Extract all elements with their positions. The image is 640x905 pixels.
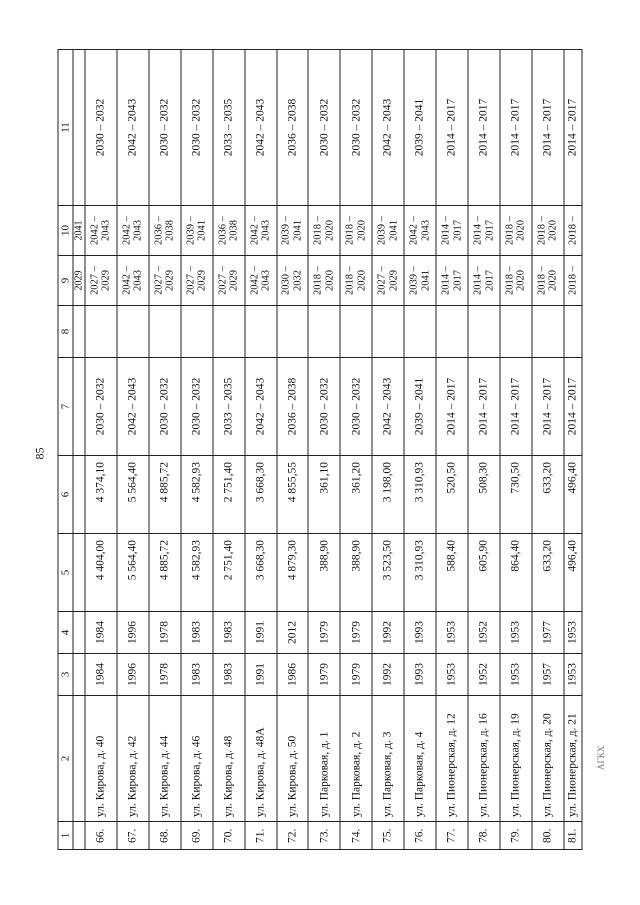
cell-c4: 1984 [85, 612, 117, 654]
cell-c8 [532, 306, 564, 358]
column-header: 3 [58, 654, 73, 696]
cell-c7: 2030 – 2032 [181, 358, 213, 456]
cell-c10: 2036 – 2038 [149, 206, 181, 256]
cell-c9: 2042 – 2043 [117, 256, 149, 306]
cell-c8 [181, 306, 213, 358]
cell-c11: 2014 – 2017 [436, 50, 468, 206]
cell-address: ул. Кирова, д. 46 [181, 696, 213, 822]
cell-c5: 388,90 [308, 534, 340, 612]
cell-c3: 1983 [213, 654, 245, 696]
cell-c7: 2014 – 2017 [500, 358, 532, 456]
cell-c8 [564, 306, 582, 358]
cell-c10: 2039 – 2041 [372, 206, 404, 256]
cell-n: 79. [500, 822, 532, 850]
cell-address: ул. Пионерская, д. 19 [500, 696, 532, 822]
cell-c11: 2042 – 2043 [245, 50, 277, 206]
cell-address: ул. Парковая, д. 1 [308, 696, 340, 822]
cell-c6: 5 564,40 [117, 456, 149, 534]
continuation-cell: 2041 [73, 206, 85, 256]
cell-c10: 2018 – 2020 [532, 206, 564, 256]
cell-c7: 2030 – 2032 [340, 358, 372, 456]
cell-c7: 2036 – 2038 [277, 358, 309, 456]
cell-c11: 2042 – 2043 [117, 50, 149, 206]
cell-c4: 1993 [404, 612, 436, 654]
table-row [85, 50, 117, 850]
table-row [372, 50, 404, 850]
cell-c9: 2027 – 2029 [372, 256, 404, 306]
cell-n: 74. [340, 822, 372, 850]
cell-n: 76. [404, 822, 436, 850]
cell-c4: 1983 [213, 612, 245, 654]
cell-c4: 1953 [500, 612, 532, 654]
cell-c8 [277, 306, 309, 358]
cell-c6: 633,20 [532, 456, 564, 534]
cell-c5: 3 310,93 [404, 534, 436, 612]
cell-c10: 2014 – 2017 [468, 206, 500, 256]
cell-c5: 3 668,30 [245, 534, 277, 612]
cell-c8 [213, 306, 245, 358]
cell-address: ул. Пионерская, д. 16 [468, 696, 500, 822]
cell-c11: 2030 – 2032 [181, 50, 213, 206]
cell-c10: 2018 – 2020 [340, 206, 372, 256]
cell-c5: 4 885,72 [149, 534, 181, 612]
cell-c7: 2042 – 2043 [117, 358, 149, 456]
cell-c8 [85, 306, 117, 358]
cell-c9: 2018 – 2020 [532, 256, 564, 306]
cell-address: ул. Кирова, д. 40 [85, 696, 117, 822]
cell-c4: 1996 [117, 612, 149, 654]
cell-c7: 2042 – 2043 [372, 358, 404, 456]
cell-c4: 1953 [436, 612, 468, 654]
cell-c4: 1953 [564, 612, 582, 654]
column-header: 8 [58, 306, 73, 358]
cell-c9: 2042 – 2043 [245, 256, 277, 306]
cell-c3: 1978 [149, 654, 181, 696]
cell-c9: 2014 – 2017 [436, 256, 468, 306]
cell-n: 67. [117, 822, 149, 850]
cell-c4: 1991 [245, 612, 277, 654]
cell-c6: 3 668,30 [245, 456, 277, 534]
table-row [468, 50, 500, 850]
cell-address: ул. Парковая, д. 2 [340, 696, 372, 822]
buildings-table [58, 49, 583, 850]
cell-address: ул. Парковая, д. 4 [404, 696, 436, 822]
cell-c10: 2042 – 2043 [404, 206, 436, 256]
cell-c6: 4 855,55 [277, 456, 309, 534]
cell-c3: 1957 [532, 654, 564, 696]
cell-c6: 3 310,93 [404, 456, 436, 534]
column-header: 4 [58, 612, 73, 654]
page-number: 85 [32, 447, 47, 460]
cell-c8 [149, 306, 181, 358]
cell-c7: 2030 – 2032 [149, 358, 181, 456]
cell-n: 70. [213, 822, 245, 850]
cell-c8 [436, 306, 468, 358]
cell-c10: 2039 – 2041 [277, 206, 309, 256]
cell-c4: 1992 [372, 612, 404, 654]
cell-c3: 1953 [500, 654, 532, 696]
column-header: 7 [58, 358, 73, 456]
cell-c6: 3 198,00 [372, 456, 404, 534]
cell-c11: 2036 – 2038 [277, 50, 309, 206]
cell-c9: 2027 – 2029 [85, 256, 117, 306]
cell-c8 [404, 306, 436, 358]
cell-n: 68. [149, 822, 181, 850]
cell-c11: 2042 – 2043 [372, 50, 404, 206]
cell-c11: 2014 – 2017 [564, 50, 582, 206]
table-row [436, 50, 468, 850]
table-row [532, 50, 564, 850]
column-header: 9 [58, 256, 73, 306]
cell-n: 81. [564, 822, 582, 850]
cell-c10: 2014 – 2017 [436, 206, 468, 256]
cell-c7: 2014 – 2017 [564, 358, 582, 456]
cell-c6: 730,50 [500, 456, 532, 534]
cell-c6: 4 582,93 [181, 456, 213, 534]
table-row [404, 50, 436, 850]
cell-n: 69. [181, 822, 213, 850]
cell-c4: 1952 [468, 612, 500, 654]
cell-address: ул. Кирова, д. 42 [117, 696, 149, 822]
cell-c6: 4 374,10 [85, 456, 117, 534]
cell-address: ул. Пионерская, д. 21 [564, 696, 582, 822]
cell-c8 [372, 306, 404, 358]
cell-c7: 2030 – 2032 [85, 358, 117, 456]
cell-c3: 1983 [181, 654, 213, 696]
column-header: 10 [58, 206, 73, 256]
cell-c4: 2012 [277, 612, 309, 654]
cell-n: 66. [85, 822, 117, 850]
table-row [308, 50, 340, 850]
cell-c9: 2027 – 2029 [181, 256, 213, 306]
cell-c9: 2030 – 2032 [277, 256, 309, 306]
cell-c6: 361,20 [340, 456, 372, 534]
footer-mark: АГКХ [596, 745, 606, 770]
cell-c8 [340, 306, 372, 358]
cell-c9: 2014 – 2017 [468, 256, 500, 306]
cell-n: 73. [308, 822, 340, 850]
cell-c6: 520,50 [436, 456, 468, 534]
cell-c7: 2014 – 2017 [436, 358, 468, 456]
cell-n: 78. [468, 822, 500, 850]
cell-c3: 1952 [468, 654, 500, 696]
cell-c5: 496,40 [564, 534, 582, 612]
cell-c6: 2 751,40 [213, 456, 245, 534]
cell-c8 [468, 306, 500, 358]
table-row [564, 50, 582, 850]
cell-c4: 1979 [340, 612, 372, 654]
cell-c8 [308, 306, 340, 358]
cell-c9: 2027 – 2029 [213, 256, 245, 306]
cell-n: 75. [372, 822, 404, 850]
cell-c8 [245, 306, 277, 358]
cell-c11: 2030 – 2032 [340, 50, 372, 206]
cell-c10: 2042 – 2043 [117, 206, 149, 256]
cell-n: 72. [277, 822, 309, 850]
cell-c9: 2039 – 2041 [404, 256, 436, 306]
cell-c10: 2042 – 2043 [85, 206, 117, 256]
cell-c7: 2039 – 2041 [404, 358, 436, 456]
cell-c5: 633,20 [532, 534, 564, 612]
column-header: 6 [58, 456, 73, 534]
continuation-cell: 2029 [73, 256, 85, 306]
cell-c5: 2 751,40 [213, 534, 245, 612]
cell-c8 [500, 306, 532, 358]
cell-c3: 1991 [245, 654, 277, 696]
rotated-table-wrapper [58, 50, 583, 850]
cell-c8 [117, 306, 149, 358]
table-row [340, 50, 372, 850]
cell-c6: 508,30 [468, 456, 500, 534]
table-row [117, 50, 149, 850]
cell-c5: 588,40 [436, 534, 468, 612]
cell-n: 71. [245, 822, 277, 850]
column-header: 11 [58, 50, 73, 206]
cell-c5: 4 879,30 [277, 534, 309, 612]
cell-c5: 388,90 [340, 534, 372, 612]
table-row [213, 50, 245, 850]
cell-address: ул. Пионерская, д. 20 [532, 696, 564, 822]
cell-c11: 2014 – 2017 [532, 50, 564, 206]
cell-c6: 4 885,72 [149, 456, 181, 534]
cell-n: 80. [532, 822, 564, 850]
column-header: 5 [58, 534, 73, 612]
cell-c9: 2018 – 2020 [500, 256, 532, 306]
cell-n: 77. [436, 822, 468, 850]
cell-c10: 2018 – 2020 [308, 206, 340, 256]
cell-c10: 2018 – [564, 206, 582, 256]
cell-address: ул. Пионерская, д. 12 [436, 696, 468, 822]
cell-c7: 2033 – 2035 [213, 358, 245, 456]
cell-c5: 605,90 [468, 534, 500, 612]
cell-c3: 1979 [340, 654, 372, 696]
cell-c3: 1953 [436, 654, 468, 696]
cell-c11: 2033 – 2035 [213, 50, 245, 206]
cell-c11: 2030 – 2032 [149, 50, 181, 206]
cell-c10: 2042 – 2043 [245, 206, 277, 256]
cell-c4: 1977 [532, 612, 564, 654]
column-header: 2 [58, 696, 73, 822]
cell-c3: 1986 [277, 654, 309, 696]
cell-c9: 2027 – 2029 [149, 256, 181, 306]
cell-c11: 2014 – 2017 [468, 50, 500, 206]
cell-c10: 2018 – 2020 [500, 206, 532, 256]
cell-c3: 1993 [404, 654, 436, 696]
cell-c11: 2014 – 2017 [500, 50, 532, 206]
table-row [245, 50, 277, 850]
cell-c3: 1979 [308, 654, 340, 696]
cell-c11: 2030 – 2032 [308, 50, 340, 206]
cell-c9: 2018 – 2020 [340, 256, 372, 306]
cell-c11: 2030 – 2032 [85, 50, 117, 206]
cell-c3: 1984 [85, 654, 117, 696]
cell-c3: 1996 [117, 654, 149, 696]
cell-c5: 5 564,40 [117, 534, 149, 612]
cell-c7: 2014 – 2017 [468, 358, 500, 456]
table-row [277, 50, 309, 850]
cell-c7: 2014 – 2017 [532, 358, 564, 456]
header-row [58, 50, 73, 850]
cell-address: ул. Парковая, д. 3 [372, 696, 404, 822]
table-row [149, 50, 181, 850]
cell-c10: 2036 – 2038 [213, 206, 245, 256]
cell-c9: 2018 – 2020 [308, 256, 340, 306]
cell-c7: 2030 – 2032 [308, 358, 340, 456]
cell-c5: 4 582,93 [181, 534, 213, 612]
cell-address: ул. Кирова, д. 50 [277, 696, 309, 822]
cell-address: ул. Кирова, д. 48 [213, 696, 245, 822]
cell-c5: 4 404,00 [85, 534, 117, 612]
cell-c4: 1983 [181, 612, 213, 654]
cell-address: ул. Кирова, д. 48А [245, 696, 277, 822]
cell-c10: 2039 – 2041 [181, 206, 213, 256]
cell-c11: 2039 – 2041 [404, 50, 436, 206]
continuation-row [73, 50, 85, 850]
cell-c5: 864,40 [500, 534, 532, 612]
cell-c3: 1953 [564, 654, 582, 696]
cell-c5: 3 523,50 [372, 534, 404, 612]
cell-c4: 1978 [149, 612, 181, 654]
cell-c6: 361,10 [308, 456, 340, 534]
table-row [500, 50, 532, 850]
cell-c4: 1979 [308, 612, 340, 654]
column-header: 1 [58, 822, 73, 850]
cell-address: ул. Кирова, д. 44 [149, 696, 181, 822]
cell-c9: 2018 – [564, 256, 582, 306]
cell-c6: 496,40 [564, 456, 582, 534]
cell-c7: 2042 – 2043 [245, 358, 277, 456]
table-row [181, 50, 213, 850]
cell-c3: 1992 [372, 654, 404, 696]
